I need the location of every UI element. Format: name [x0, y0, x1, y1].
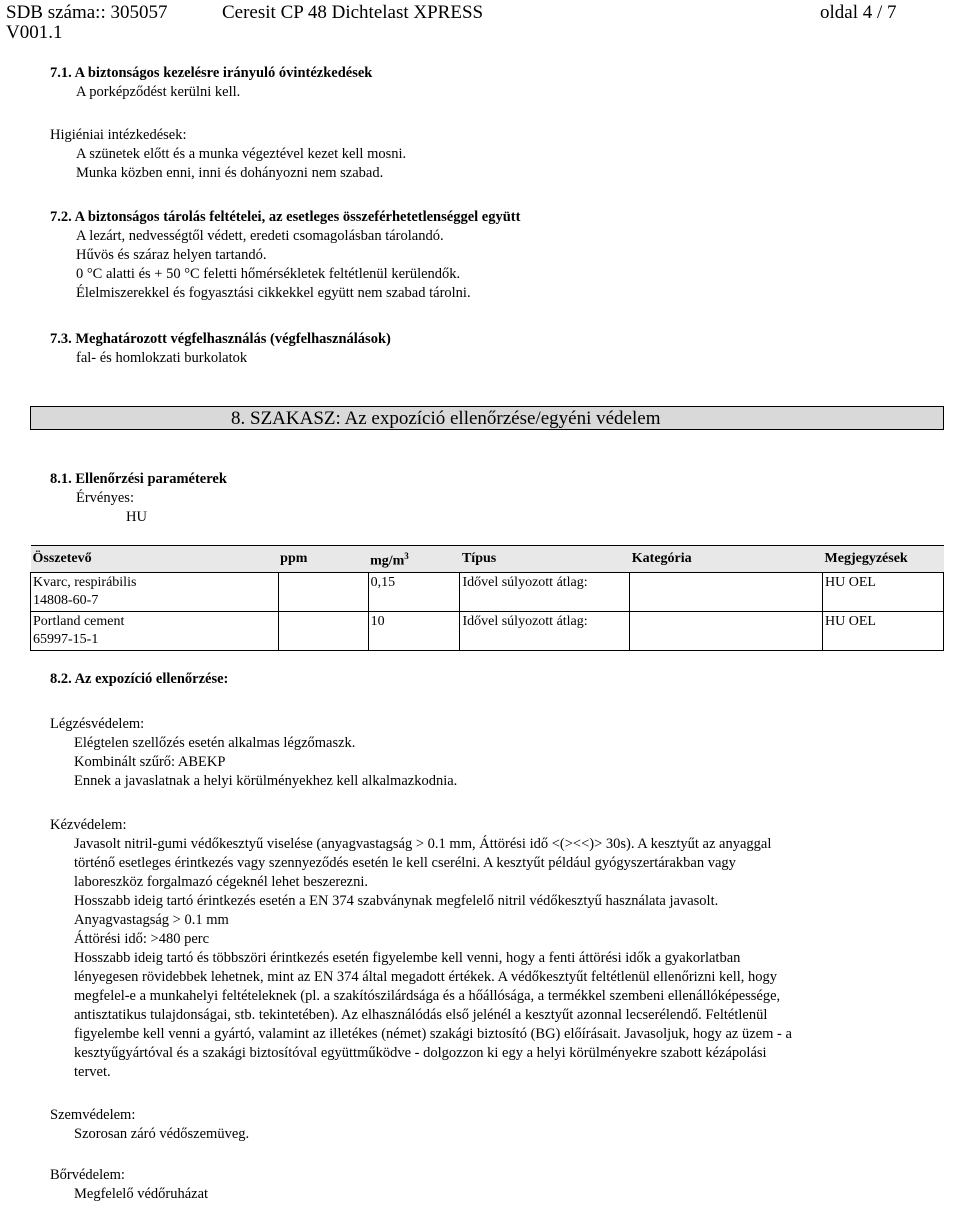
table-header-row — [31, 546, 944, 573]
table-row — [31, 611, 944, 650]
hand-line: Áttörési idő: >480 perc — [74, 931, 210, 947]
version: V001.1 — [6, 22, 63, 43]
respiratory-line: Elégtelen szellőzés esetén alkalmas légzőmaszk. — [74, 735, 356, 751]
hand-line: megfelel-e a munkahelyi feltételeknek (pl. a szakítószilárdsága és a hőállósága, a termékkel szembeni ellenállóképessége, — [74, 988, 781, 1004]
col-ppm: ppm — [278, 546, 368, 573]
eye-label: Szemvédelem: — [50, 1107, 136, 1123]
hand-line: antisztatikus tulajdonságai, stb. tekintetében). Az elhasználódás első jelénél a kesztyűt azonnal lecserélendő. Feltétlenül — [74, 1007, 768, 1023]
hand-line: kesztyűgyártóval és a szakági biztosítóval együttműködve - dolgozzon ki egy a helyi körülményekre szabott kézápolási — [74, 1045, 767, 1061]
section-7-3 — [50, 330, 391, 368]
col-type: Típus — [460, 546, 630, 573]
skin-line: Megfelelő védőruházat — [74, 1186, 209, 1202]
hand-line: történő esetleges érintkezés vagy szennyeződés esetén le kell cserélni. A kesztyűt például gyógyszertárakban vagy — [74, 855, 736, 871]
hand-line: Anyagvastagság > 0.1 mm — [74, 912, 229, 928]
section-7-1-line: A porképződést kerülni kell. — [76, 84, 241, 100]
col-category: Kategória — [630, 546, 823, 573]
section-8-2-heading: 8.2. Az expozíció ellenőrzése: — [50, 671, 229, 687]
notes-cell: HU OEL — [823, 611, 944, 650]
section-7-2-title: 7.2. A biztonságos tárolás feltételei, az esetleges összeférhetetlenséggel együtt — [50, 209, 521, 225]
hygiene-line: A szünetek előtt és a munka végeztével kezet kell mosni. — [76, 146, 407, 162]
col-mgm3: $mg/m^3$ — [368, 546, 460, 573]
sdb-number: SDB száma:: 305057 — [6, 2, 168, 23]
section-8-banner — [30, 406, 944, 430]
valid-label: Érvényes: — [76, 490, 134, 506]
table-row — [31, 572, 944, 611]
ppm-cell — [278, 611, 368, 650]
skin-label: Bőrvédelem: — [50, 1167, 125, 1183]
component-name: Portland cement — [33, 613, 125, 629]
respiratory-protection — [50, 715, 457, 791]
section-7-2 — [50, 208, 520, 303]
end-use-line: fal- és homlokzati burkolatok — [76, 350, 248, 366]
type-cell: Idővel súlyozott átlag: — [460, 572, 630, 611]
hand-line: figyelembe kell venni a gyártó, valamint az illetékes (német) szakági biztosító (BG) előírásait. Javasoljuk, hogy az üzem - a — [74, 1026, 792, 1042]
col-component: Összetevő — [31, 546, 279, 573]
component-cell — [31, 611, 279, 650]
hand-line: laboreszköz forgalmazó cégeknél lehet beszerezni. — [74, 874, 369, 890]
section-8-1-title: 8.1. Ellenőrzési paraméterek — [50, 471, 227, 487]
storage-line: Hűvös és száraz helyen tartandó. — [76, 247, 267, 263]
mgm3-superscript: 3 — [404, 551, 409, 561]
respiratory-line: Kombinált szűrő: ABEKP — [74, 754, 226, 770]
storage-line: 0 °C alatti és + 50 °C feletti hőmérsékletek feltétlenül kerülendők. — [76, 266, 461, 282]
storage-line: A lezárt, nedvességtől védett, eredeti csomagolásban tárolandó. — [76, 228, 444, 244]
mgm3-cell: 0,15 — [368, 572, 460, 611]
hygiene-label: Higiéniai intézkedések: — [50, 127, 187, 143]
section-8-title: 8. SZAKASZ: Az expozíció ellenőrzése/egyéni védelem — [231, 408, 661, 429]
hand-line: Hosszabb ideig tartó érintkezés esetén a EN 374 szabványnak megfelelő nitril védőkesztyű használata javasolt. — [74, 893, 719, 909]
storage-line: Élelmiszerekkel és fogyasztási cikkekkel együtt nem szabad tárolni. — [76, 285, 471, 301]
component-name: Kvarc, respirábilis — [33, 574, 137, 590]
section-7-1-title: 7.1. A biztonságos kezelésre irányuló óvintézkedések — [50, 65, 373, 81]
category-cell — [630, 611, 823, 650]
section-7-1 — [50, 64, 372, 102]
type-cell: Idővel súlyozott átlag: — [460, 611, 630, 650]
respiratory-label: Légzésvédelem: — [50, 716, 145, 732]
hygiene — [50, 126, 406, 183]
exposure-limits-table — [30, 545, 944, 651]
skin-protection — [50, 1166, 208, 1204]
component-cas: 14808-60-7 — [33, 592, 99, 608]
component-cas: 65997-15-1 — [33, 631, 99, 647]
component-cell — [31, 572, 279, 611]
hand-line: lényegesen rövidebbek lehetnek, mint az EN 374 által megadott értékek. A védőkesztyűt feltétlenül ellenőrizni kell, hogy — [74, 969, 778, 985]
notes-cell: HU OEL — [823, 572, 944, 611]
hand-label: Kézvédelem: — [50, 817, 127, 833]
hand-protection — [50, 816, 792, 1082]
hand-line: Hosszabb ideig tartó és többszöri érintkezés esetén figyelembe kell venni, hogy a fenti áttörési idők a gyakorlatban — [74, 950, 741, 966]
mgm3-cell: 10 — [368, 611, 460, 650]
section-8-1 — [50, 470, 227, 527]
ppm-cell — [278, 572, 368, 611]
eye-protection — [50, 1106, 249, 1144]
col-notes: Megjegyzések — [823, 546, 944, 573]
category-cell — [630, 572, 823, 611]
valid-value: HU — [126, 509, 147, 525]
eye-line: Szorosan záró védőszemüveg. — [74, 1126, 250, 1142]
hand-line: Javasolt nitril-gumi védőkesztyű viselése (anyagvastagság > 0.1 mm, Áttörési idő <(><<)> 30s). A kesztyűt az anyaggal — [74, 836, 772, 852]
section-8-2-title — [50, 670, 228, 689]
hygiene-line: Munka közben enni, inni és dohányozni nem szabad. — [76, 165, 384, 181]
product-name: Ceresit CP 48 Dichtelast XPRESS — [222, 2, 484, 23]
section-7-3-title: 7.3. Meghatározott végfelhasználás (végfelhasználások) — [50, 331, 391, 347]
respiratory-line: Ennek a javaslatnak a helyi körülményekhez kell alkalmazkodnia. — [74, 773, 458, 789]
hand-line: tervet. — [74, 1064, 111, 1080]
page-number: oldal 4 / 7 — [820, 2, 897, 23]
